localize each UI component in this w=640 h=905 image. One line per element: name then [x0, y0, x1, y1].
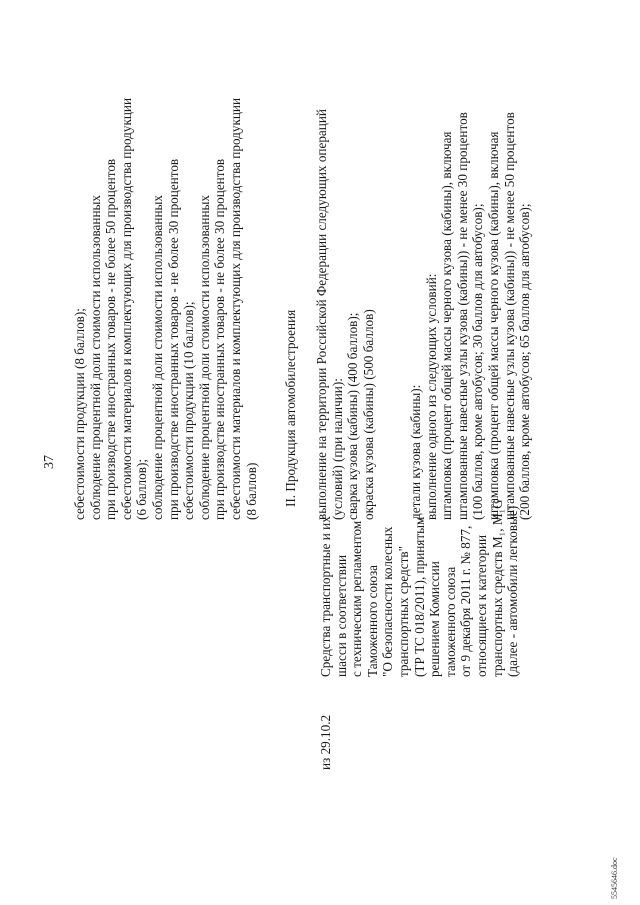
text-line: штамповка (процент общей массы черного кузова (кабины), включая	[439, 131, 455, 520]
text-line: (ТР ТС 018/2011), принятым	[411, 516, 427, 677]
section-heading: II. Продукция автомобилестроения	[283, 309, 298, 507]
body-parts-block	[408, 20, 533, 520]
text-line: (условий) (при наличии):	[329, 378, 345, 520]
text-line: при производстве иностранных товаров - не более 50 процентов	[103, 158, 119, 520]
text-line: штампованные навесные узлы кузова (кабины)) - не менее 30 процентов	[454, 112, 470, 520]
text-line: себестоимости материалов и комплектующих для производства продукции	[227, 97, 243, 520]
text-line: себестоимости материалов и комплектующих для производства продукции	[118, 97, 134, 520]
text-line: штампованные навесные узлы кузова (кабины)) - не менее 50 процентов	[501, 112, 517, 520]
text-line: Таможенного союза	[364, 564, 380, 677]
text-line: сварка кузова (кабины) (400 баллов);	[345, 312, 361, 520]
text-line: (100 баллов, кроме автобусов; 30 баллов для автобусов);	[470, 203, 486, 520]
text-line: Средства транспортные и их	[318, 516, 333, 677]
text-line: шасси в соответствии	[333, 554, 349, 677]
page-number: 37	[42, 455, 57, 469]
text-line: детали кузова (кабины):	[408, 384, 423, 520]
text-line: выполнение одного из следующих условий:	[423, 273, 439, 520]
text-line: транспортных средств M₁, M₁G	[489, 499, 505, 677]
text-line: с техническим регламентом	[349, 520, 365, 677]
text-line: окраска кузова (кабины) (500 баллов)	[360, 309, 376, 520]
text-line: "О безопасности колесных	[380, 526, 396, 677]
text-line: соблюдение процентной доли стоимости использованных	[196, 195, 212, 520]
file-code: 5545646.doc	[610, 857, 619, 899]
text-line: от 9 декабря 2011 г. № 877,	[458, 525, 474, 677]
text-line: соблюдение процентной доли стоимости использованных	[149, 195, 165, 520]
text-line: (8 баллов)	[243, 462, 259, 520]
product-code: из 29.10.2	[318, 714, 333, 770]
criteria-list-top	[72, 20, 259, 520]
text-line: транспортных средств"	[395, 546, 411, 677]
operations-block	[314, 20, 376, 520]
text-line: относящиеся к категории	[473, 534, 489, 677]
text-line: при производстве иностранных товаров - не более 30 процентов	[212, 158, 228, 520]
text-line: при производстве иностранных товаров - не более 30 процентов	[165, 158, 181, 520]
text-line: (далее - автомобили легковые)	[505, 505, 521, 677]
text-line: штамповка (процент общей массы черного кузова (кабины), включая	[485, 131, 501, 520]
text-line: решением Комиссии	[427, 561, 443, 677]
text-line: соблюдение процентной доли стоимости использованных	[87, 195, 103, 520]
text-line: себестоимости продукции (10 баллов);	[181, 301, 197, 520]
text-line: таможенного союза	[442, 566, 458, 677]
text-line: (200 баллов, кроме автобусов; 65 баллов для автобусов);	[517, 203, 533, 520]
text-line: выполнение на территории Российской Федерации следующих операций	[314, 109, 329, 520]
text-line: себестоимости продукции (8 баллов);	[72, 308, 87, 520]
text-line: (6 баллов);	[134, 459, 150, 520]
